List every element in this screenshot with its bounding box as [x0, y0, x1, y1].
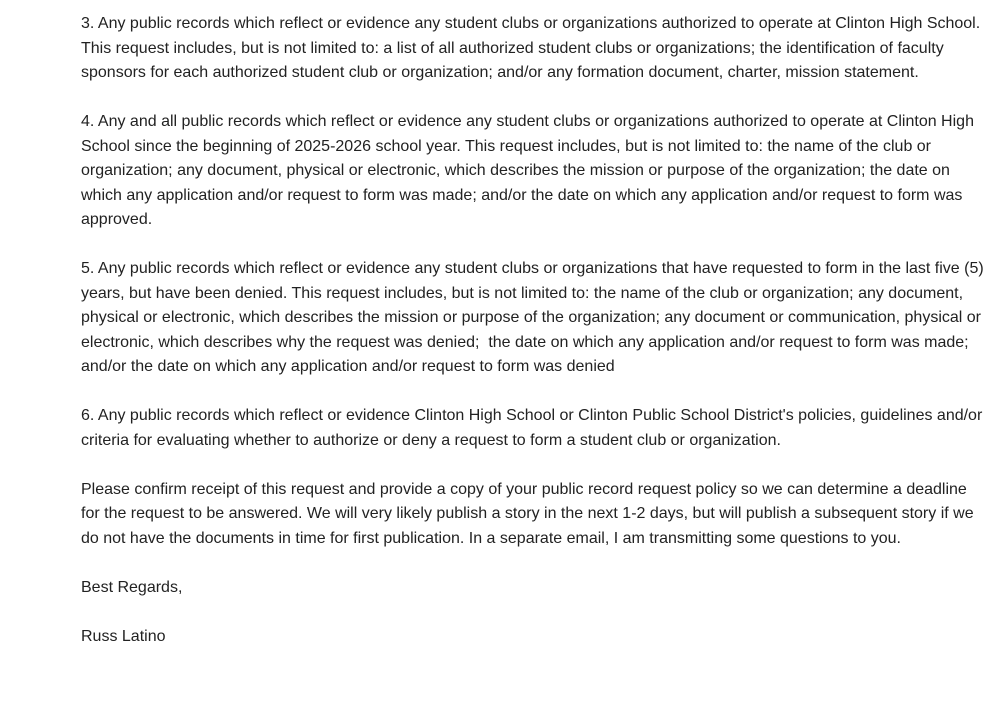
request-item-4: 4. Any and all public records which reflect or evidence any student clubs or organizations authorized to operate at Clinton High School since the beginning of 2025-2026 school year. This request includes, but is not limited to: the name of the club or organization; any document, physical or electronic, which describes the mission or purpose of the organization; the date on which any application and/or request to form was made; and/or the date on which any application and/or request to form was approved. — [81, 113, 979, 228]
sign-off: Best Regards, — [81, 578, 183, 596]
email-body — [81, 12, 989, 649]
request-item-3: 3. Any public records which reflect or evidence any student clubs or organizations authorized to operate at Clinton High School. This request includes, but is not limited to: a list of all authorized student clubs or organizations; the identification of faculty sponsors for each authorized student club or organization; and/or any formation document, charter, mission statement. — [81, 15, 985, 81]
request-item-5: 5. Any public records which reflect or evidence any student clubs or organizations that have requested to form in the last five (5) years, but have been denied. This request includes, but is not limited to: the name of the club or organization; any document, physical or electronic, which describes the mission or purpose of the organization; any document or communication, physical or electronic, which describes why the request was denied; the date on which any application and/or request to form was made; and/or the date on which any application and/or request to form was denied — [81, 260, 989, 375]
request-item-6: 6. Any public records which reflect or evidence Clinton High School or Clinton Public School District's policies, guidelines and/or criteria for evaluating whether to authorize or deny a request to form a student club or organization. — [81, 407, 987, 449]
sender-name: Russ Latino — [81, 627, 166, 645]
closing-request-paragraph: Please confirm receipt of this request and provide a copy of your public record request policy so we can determine a deadline for the request to be answered. We will very likely publish a story in the next 1-2 days, but will publish a subsequent story if we do not have the documents in time for first publication. In a separate email, I am transmitting some questions to you. — [81, 480, 979, 547]
